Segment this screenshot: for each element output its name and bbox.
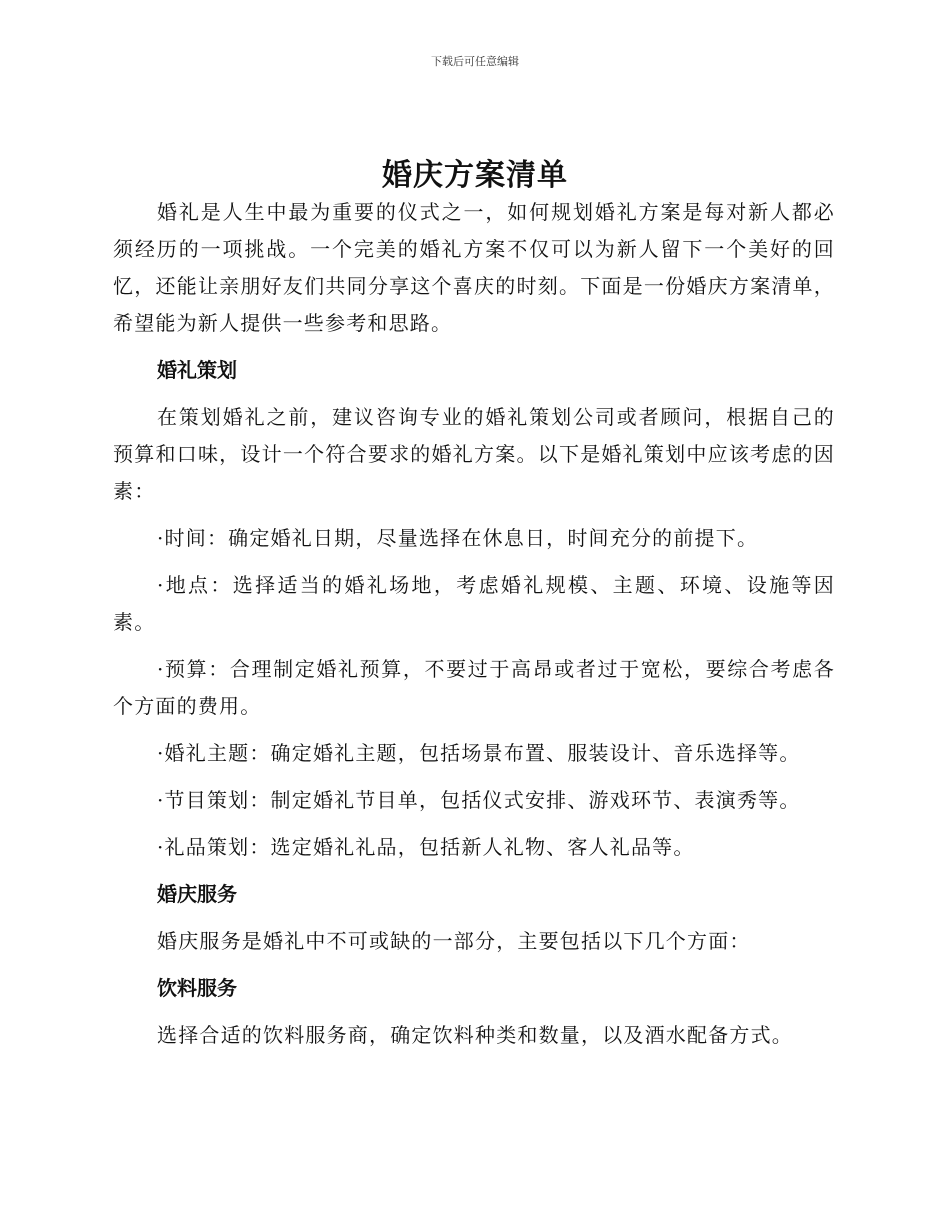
document-title: 婚庆方案清单 [382, 158, 568, 193]
bullet-gifts: ·礼品策划：选定婚礼礼品，包括新人礼物、客人礼品等。 [157, 835, 695, 859]
services-paragraph: 婚庆服务是婚礼中不可或缺的一部分，主要包括以下几个方面： [157, 929, 751, 953]
intro-paragraph: 婚礼是人生中最为重要的仪式之一，如何规划婚礼方案是每对新人都必须经历的一项挑战。一个完美的婚礼方案不仅可以为新人留下一个美好的回忆，还能让亲朋好友们共同分享这个喜庆的时刻。下面是一份婚庆方案清单，希望能为新人提供一些参考和思路。 [113, 200, 835, 335]
section-heading-services: 婚庆服务 [157, 882, 237, 906]
beverage-paragraph: 选择合适的饮料服务商，确定饮料种类和数量，以及酒水配备方式。 [157, 1023, 793, 1047]
section-heading-beverage: 饮料服务 [157, 976, 237, 1000]
bullet-location: ·地点：选择适当的婚礼场地，考虑婚礼规模、主题、环境、设施等因素。 [113, 573, 835, 634]
bullet-theme: ·婚礼主题：确定婚礼主题，包括场景布置、服装设计、音乐选择等。 [157, 741, 801, 765]
bullet-budget: ·预算：合理制定婚礼预算，不要过于高昂或者过于宽松，要综合考虑各个方面的费用。 [113, 657, 835, 718]
page-header-note: 下载后可任意编辑 [431, 55, 519, 68]
planning-paragraph: 在策划婚礼之前，建议咨询专业的婚礼策划公司或者顾问，根据自己的预算和口味，设计一个符合要求的婚礼方案。以下是婚礼策划中应该考虑的因素： [113, 405, 835, 503]
document-body [113, 194, 835, 1064]
section-heading-planning: 婚礼策划 [157, 358, 237, 382]
bullet-time: ·时间：确定婚礼日期，尽量选择在休息日，时间充分的前提下。 [157, 526, 759, 550]
bullet-program: ·节目策划：制定婚礼节目单，包括仪式安排、游戏环节、表演秀等。 [157, 788, 801, 812]
